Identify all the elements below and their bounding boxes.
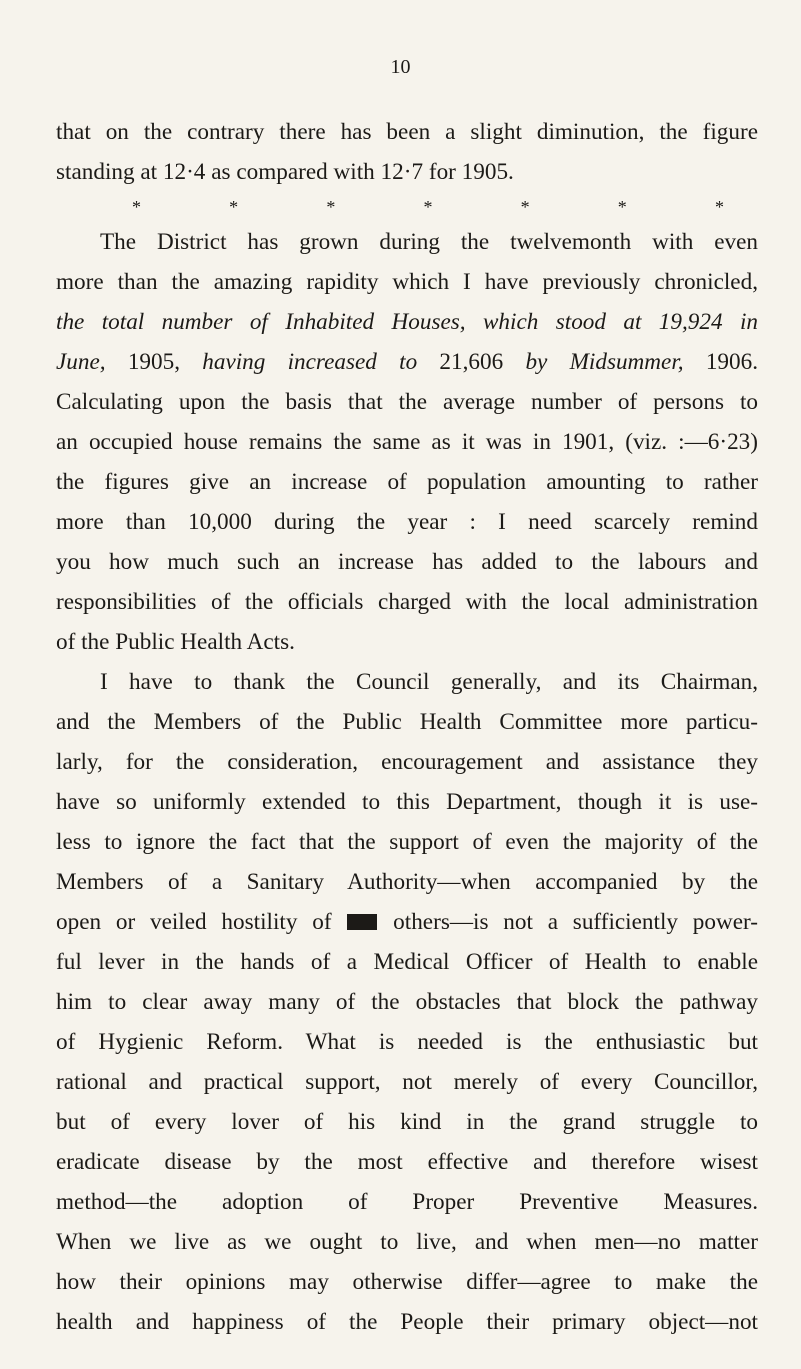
text-line — [56, 302, 758, 342]
asterisk: * — [326, 197, 336, 217]
text-line: Calculating upon the basis that the average number of persons to — [56, 389, 758, 415]
plain-text: others—is not a sufficiently power- — [393, 909, 758, 935]
italic-text: having increased to — [202, 349, 418, 375]
text-line: the figures give an increase of population amounting to rather — [56, 469, 758, 495]
text-line — [56, 902, 758, 942]
text-line: ful lever in the hands of a Medical Officer of Health to enable — [56, 949, 758, 975]
text-line: less to ignore the fact that the support of even the majority of the — [56, 829, 758, 855]
text-line: more than the amazing rapidity which I have previously chronicled, — [56, 269, 758, 295]
asterisk: * — [229, 197, 239, 217]
text-line: Members of a Sanitary Authority—when accompanied by the — [56, 869, 758, 895]
asterisk: * — [617, 197, 627, 217]
text-line: method—the adoption of Proper Preventive Measures. — [56, 1189, 758, 1215]
asterisk: * — [132, 197, 141, 217]
text-line: of the Public Health Acts. — [56, 629, 295, 655]
plain-text: 1905, — [105, 349, 203, 375]
text-line: more than 10,000 during the year : I need scarcely remind — [56, 509, 758, 535]
paragraph-2 — [56, 222, 758, 662]
text-line: standing at 12·4 as compared with 12·7 for 1905. — [56, 159, 514, 185]
italic-text: by Midsummer, — [525, 349, 684, 375]
text-line — [56, 342, 758, 382]
text-line: him to clear away many of the obstacles that block the pathway — [56, 989, 758, 1015]
plain-text: open or veiled hostility of — [56, 909, 332, 935]
text-line: that on the contrary there has been a slight diminution, the figure — [56, 119, 758, 145]
text-line: larly, for the consideration, encouragement and assistance they — [56, 749, 758, 775]
text-line: eradicate disease by the most effective and therefore wisest — [56, 1149, 758, 1175]
text-line: I have to thank the Council generally, and its Chairman, — [100, 669, 758, 695]
italic-text: the total number of Inhabited Houses, which stood at 19,924 in — [56, 309, 758, 335]
text-line: and the Members of the Public Health Committee more particu- — [56, 709, 758, 735]
page-number: 10 — [390, 56, 411, 78]
text-line: how their opinions may otherwise differ—agree to make the — [56, 1269, 758, 1295]
asterisk: * — [423, 197, 433, 217]
section-break-asterisks — [56, 192, 758, 222]
text-line: you how much such an increase has added to the labours and — [56, 549, 758, 575]
text-line: responsibilities of the officials charged with the local administration — [56, 589, 758, 615]
plain-text: 21,606 — [417, 349, 526, 375]
text-line: an occupied house remains the same as it was in 1901, (viz. :—6·23) — [56, 429, 758, 455]
text-line: rational and practical support, not merely of every Councillor, — [56, 1069, 758, 1095]
paragraph-3 — [56, 662, 758, 1342]
text-line: health and happiness of the People their primary object—not — [56, 1309, 758, 1335]
asterisk: * — [714, 197, 724, 217]
text-line: have so uniformly extended to this Department, though it is use- — [56, 789, 758, 815]
ink-blot-icon — [347, 914, 377, 930]
asterisk: * — [520, 197, 530, 217]
body-text — [56, 112, 758, 1342]
italic-text: June, — [56, 349, 106, 375]
plain-text: 1906. — [683, 349, 759, 375]
paragraph-1 — [56, 112, 758, 192]
text-line: but of every lover of his kind in the grand struggle to — [56, 1109, 758, 1135]
text-line: When we live as we ought to live, and when men—no matter — [56, 1229, 758, 1255]
text-line: The District has grown during the twelvemonth with even — [100, 229, 758, 255]
text-line: of Hygienic Reform. What is needed is the enthusiastic but — [56, 1029, 758, 1055]
